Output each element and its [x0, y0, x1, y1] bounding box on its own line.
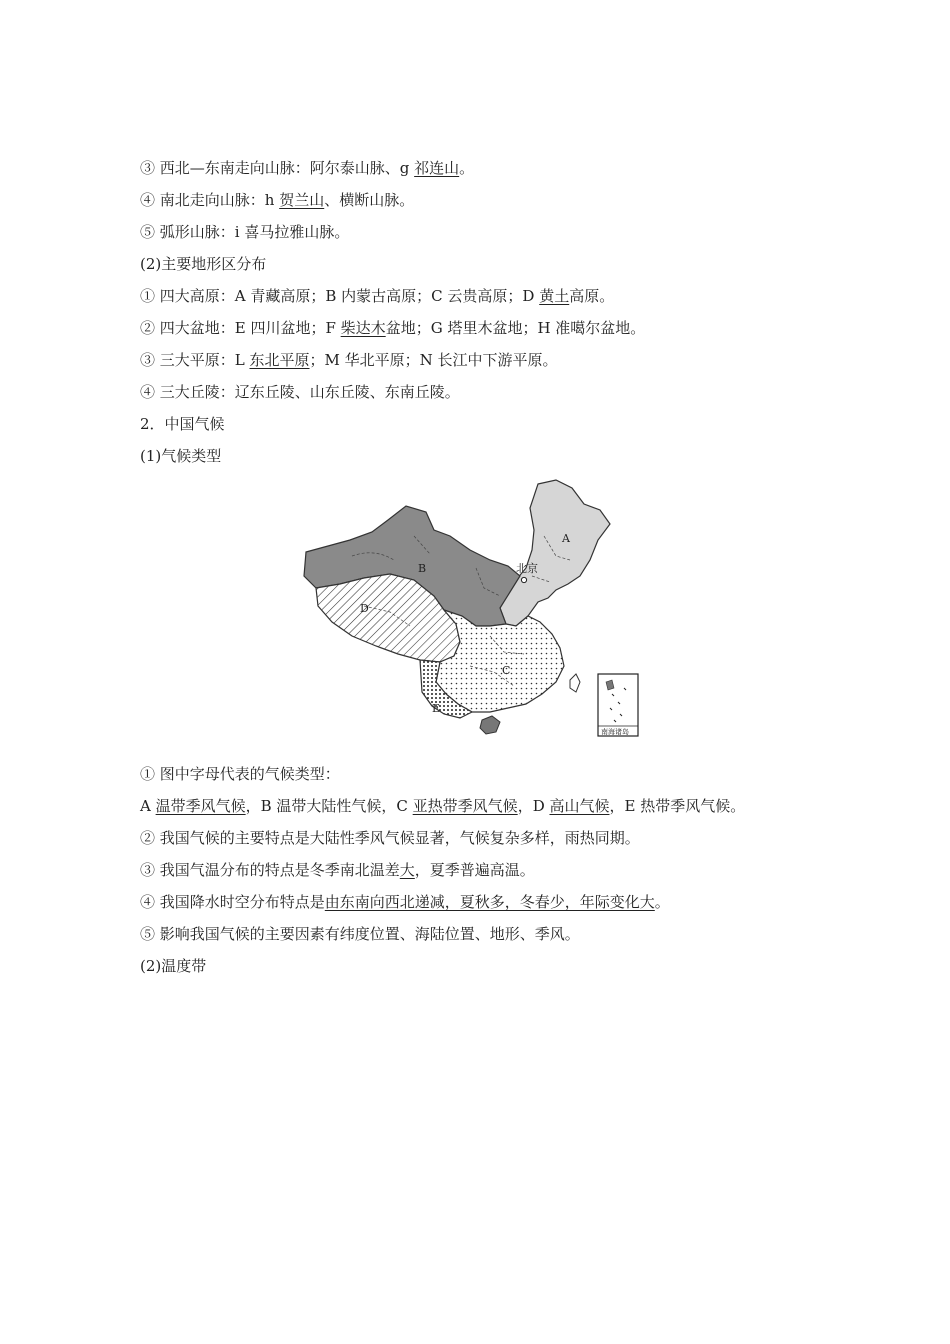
- answer-dongbei: 东北平原: [249, 351, 310, 369]
- answer-qilian: 祁连山: [414, 159, 460, 177]
- answer-chaidamu: 柴达木: [340, 319, 386, 337]
- taiwan-island: [570, 674, 580, 692]
- mountain-line-4: ④ 南北走向山脉：h 贺兰山、横断山脉。: [140, 191, 415, 209]
- answer-helan: 贺兰山: [279, 191, 325, 209]
- climate-types-line: A 温带季风气候，B 温带大陆性气候，C 亚热带季风气候，D 高山气候，E 热带季风气候。: [140, 797, 746, 815]
- label-a: A: [562, 532, 570, 545]
- region-a-temperate-monsoon: [500, 480, 610, 626]
- label-c: C: [502, 664, 511, 677]
- answer-temperate-monsoon: 温带季风气候: [155, 797, 246, 815]
- answer-highland: 高山气候: [549, 797, 610, 815]
- plains-line: ③ 三大平原：L 东北平原；M 华北平原；N 长江中下游平原。: [140, 351, 558, 369]
- climate-types-subtitle: (1)气候类型: [140, 447, 222, 465]
- climate-q4: ④ 我国降水时空分布特点是由东南向西北递减，夏秋多，冬春少，年际变化大。: [140, 893, 670, 911]
- section-title-climate: 2．中国气候: [140, 415, 225, 433]
- climate-q1: ① 图中字母代表的气候类型：: [140, 765, 340, 783]
- temperature-zone-subtitle: (2)温度带: [140, 957, 207, 975]
- label-b: B: [418, 562, 427, 575]
- label-beijing: 北京: [516, 562, 538, 575]
- hainan-island: [480, 716, 500, 734]
- china-climate-map-svg: [294, 476, 642, 742]
- answer-precipitation: 由东南向西北递减，夏秋多，冬春少，年际变化大: [324, 893, 655, 911]
- hills-line: ④ 三大丘陵：辽东丘陵、山东丘陵、东南丘陵。: [140, 383, 460, 401]
- inset-caption: 南海诸岛: [601, 728, 629, 736]
- landform-subtitle: (2)主要地形区分布: [140, 255, 267, 273]
- climate-q3: ③ 我国气温分布的特点是冬季南北温差大，夏季普遍高温。: [140, 861, 535, 879]
- answer-da: 大: [399, 861, 415, 879]
- south-china-sea-inset: [598, 674, 638, 736]
- answer-subtropical-monsoon: 亚热带季风气候: [412, 797, 518, 815]
- label-e: E: [432, 702, 441, 715]
- plateaus-line: ① 四大高原：A 青藏高原；B 内蒙古高原；C 云贵高原；D 黄土高原。: [140, 287, 615, 305]
- climate-q5: ⑤ 影响我国气候的主要因素有纬度位置、海陆位置、地形、季风。: [140, 925, 580, 943]
- answer-huangtu: 黄土: [539, 287, 570, 305]
- china-climate-map: [294, 476, 642, 742]
- label-d: D: [360, 602, 369, 615]
- beijing-marker: [521, 577, 526, 582]
- climate-q2: ② 我国气候的主要特点是大陆性季风气候显著，气候复杂多样，雨热同期。: [140, 829, 640, 847]
- basins-line: ② 四大盆地：E 四川盆地；F 柴达木盆地；G 塔里木盆地；H 准噶尔盆地。: [140, 319, 646, 337]
- mountain-line-5: ⑤ 弧形山脉：i 喜马拉雅山脉。: [140, 223, 350, 241]
- mountain-line-3: ③ 西北—东南走向山脉：阿尔泰山脉、g 祁连山。: [140, 159, 475, 177]
